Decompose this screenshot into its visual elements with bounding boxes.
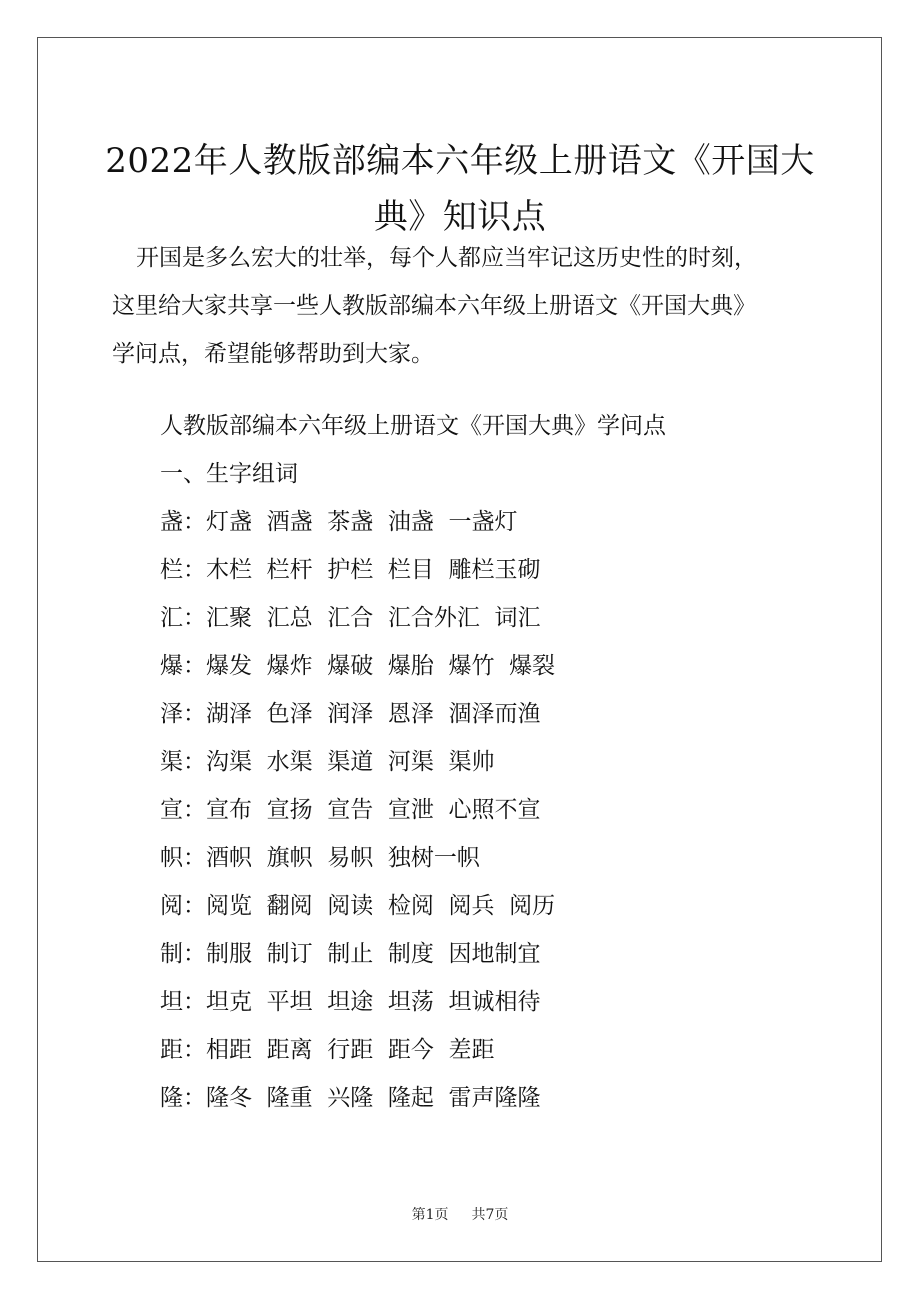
vocab-separator: ： [183,749,206,775]
vocab-separator: ： [183,989,206,1015]
vocab-words: 隆冬 隆重 兴隆 隆起 雷声隆隆 [206,1085,541,1111]
intro-line-1: 开国是多么宏大的壮举，每个人都应当牢记这历史性的时刻， [136,245,757,271]
vocab-words: 坦克 平坦 坦途 坦荡 坦诚相待 [206,989,541,1015]
vocab-char: 坦 [160,989,183,1015]
vocab-separator: ： [183,557,206,583]
intro-line-2: 这里给大家共享一些人教版部编本六年级上册语文《开国大典》 [112,293,756,319]
vocab-char: 帜 [160,845,183,871]
page-total: 共7页 [471,1207,509,1223]
section-subtitle: 人教版部编本六年级上册语文《开国大典》学问点 [160,413,666,439]
vocab-words: 木栏 栏杆 护栏 栏目 雕栏玉砌 [206,557,541,583]
vocab-char: 渠 [160,749,183,775]
vocab-words: 酒帜 旗帜 易帜 独树一帜 [206,845,480,871]
page-footer [0,1205,920,1225]
vocab-row [160,930,820,978]
vocab-row [160,594,820,642]
vocab-words: 沟渠 水渠 渠道 河渠 渠帅 [206,749,495,775]
document-title [90,133,830,245]
vocab-char: 隆 [160,1085,183,1111]
vocab-char: 距 [160,1037,183,1063]
vocab-char: 栏 [160,557,183,583]
vocab-words: 灯盏 酒盏 茶盏 油盏 一盏灯 [206,509,518,535]
vocab-row [160,834,820,882]
vocab-words: 相距 距离 行距 距今 差距 [206,1037,495,1063]
vocab-char: 盏 [160,509,183,535]
vocab-words: 制服 制订 制止 制度 因地制宜 [206,941,541,967]
vocab-row [160,1026,820,1074]
vocab-words: 宣布 宣扬 宣告 宣泄 心照不宣 [206,797,541,823]
intro-line-3: 学问点，希望能够帮助到大家。 [112,341,434,367]
vocab-char: 汇 [160,605,183,631]
vocab-words: 阅览 翻阅 阅读 检阅 阅兵 阅历 [206,893,556,919]
vocab-row [160,690,820,738]
vocab-separator: ： [183,1037,206,1063]
vocab-char: 泽 [160,701,183,727]
vocab-separator: ： [183,797,206,823]
vocab-words: 湖泽 色泽 润泽 恩泽 涸泽而渔 [206,701,541,727]
vocab-separator: ： [183,605,206,631]
vocab-list [160,498,820,1122]
vocab-separator: ： [183,509,206,535]
document-body [160,402,820,1122]
vocab-separator: ： [183,653,206,679]
intro-paragraph [112,234,812,378]
vocab-separator: ： [183,845,206,871]
vocab-row [160,1074,820,1122]
vocab-char: 爆 [160,653,183,679]
vocab-char: 宣 [160,797,183,823]
vocab-row [160,498,820,546]
vocab-words: 爆发 爆炸 爆破 爆胎 爆竹 爆裂 [206,653,556,679]
title-line-2: 典》知识点 [373,196,547,237]
vocab-words: 汇聚 汇总 汇合 汇合外汇 词汇 [206,605,541,631]
vocab-char: 制 [160,941,183,967]
vocab-row [160,882,820,930]
vocab-char: 阅 [160,893,183,919]
section-heading: 一、生字组词 [160,461,298,487]
vocab-separator: ： [183,893,206,919]
vocab-row [160,978,820,1026]
vocab-row [160,786,820,834]
vocab-separator: ： [183,941,206,967]
vocab-row [160,642,820,690]
vocab-row [160,738,820,786]
title-line-1: 2022年人教版部编本六年级上册语文《开国大 [105,140,815,181]
vocab-separator: ： [183,1085,206,1111]
vocab-separator: ： [183,701,206,727]
page-number: 第1页 [411,1207,449,1223]
vocab-row [160,546,820,594]
